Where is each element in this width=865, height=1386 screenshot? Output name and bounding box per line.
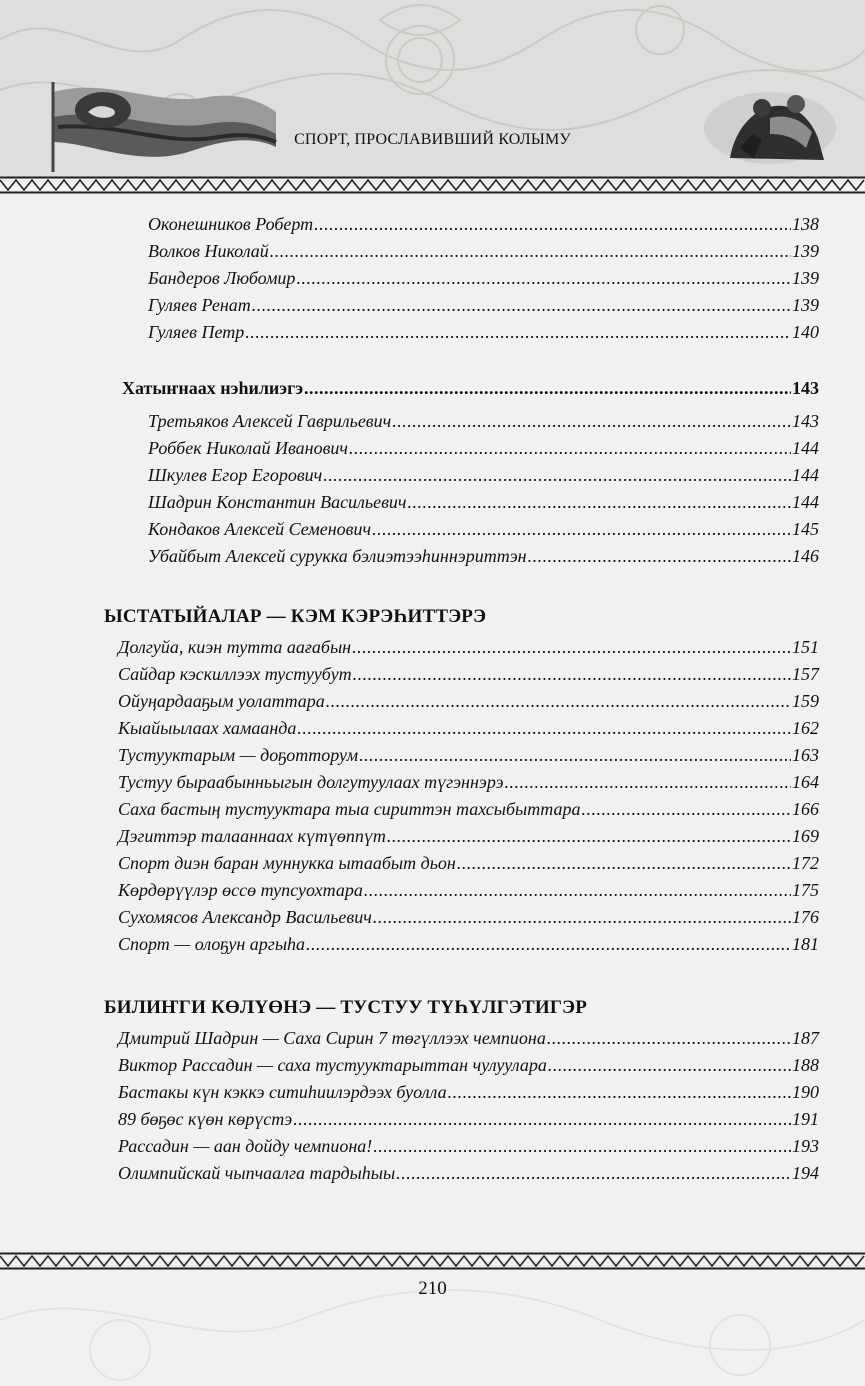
toc-entry xyxy=(148,465,819,486)
toc-entry xyxy=(118,1055,819,1076)
toc-leader-dots xyxy=(352,637,791,658)
toc-entry-title: Көрдөрүүлэр өссө тупсуохтара xyxy=(118,880,363,900)
toc-entry-title: Виктор Рассадин — саха тустууктарыттан чулуулара xyxy=(118,1055,547,1075)
toc-entry-title: Сайдар кэскиллээх тустуубут xyxy=(118,664,352,684)
toc-entry-title: Кондаков Алексей Семенович xyxy=(148,519,372,539)
toc-leader-dots xyxy=(326,691,791,712)
page-number: 210 xyxy=(418,1278,447,1299)
toc-entry-page: 157 xyxy=(792,664,819,684)
toc-entry-page: 144 xyxy=(792,438,819,458)
toc-entry-page: 139 xyxy=(792,268,819,288)
toc-leader-dots xyxy=(323,465,791,486)
running-title: СПОРТ, ПРОСЛАВИВШИЙ КОЛЫМУ xyxy=(294,131,571,148)
toc-entry-title: Саха бастың тустууктара тыа сириттэн тахсыбыттара xyxy=(118,799,581,819)
toc-entry-title: Шадрин Константин Васильевич xyxy=(148,492,407,512)
toc-entry-title: Тустуу быраабынньыгын долгутуулаах түгэннэрэ xyxy=(118,772,504,792)
toc-entry xyxy=(118,745,819,766)
toc-entry-page: 162 xyxy=(792,718,819,738)
toc-entry-page: 146 xyxy=(792,546,819,566)
toc-entry-page: 176 xyxy=(792,907,819,927)
toc-entry-page: 159 xyxy=(792,691,819,711)
toc-leader-dots xyxy=(245,322,791,343)
toc-entry xyxy=(118,853,819,874)
toc-entry-title: Спорт диэн баран муннукка ытаабыт дьон xyxy=(118,853,456,873)
toc-entry-title: Сухомясов Александр Васильевич xyxy=(118,907,372,927)
toc-entry xyxy=(148,492,819,513)
toc-entry-title: Шкулев Егор Егорович xyxy=(148,465,323,485)
toc-leader-dots xyxy=(314,214,791,235)
toc-entry-title: Роббек Николай Иванович xyxy=(148,438,348,458)
toc-entry-page: 138 xyxy=(792,214,819,234)
toc-entry-title: Волков Николай xyxy=(148,241,269,261)
toc-entry xyxy=(148,322,819,343)
toc-entry-title: Тустууктарым — доҕотторум xyxy=(118,745,359,765)
toc-leader-dots xyxy=(581,799,791,820)
toc-entry xyxy=(148,268,819,289)
toc-leader-dots xyxy=(548,1055,791,1076)
toc-entry-page: 190 xyxy=(792,1082,819,1102)
toc-entry-title: Долгуйа, киэн тутта аағабын xyxy=(118,637,352,657)
toc-entry-title: Дэгиттэр талааннаах күтүөппүт xyxy=(118,826,386,846)
toc-entry-page: 144 xyxy=(792,465,819,485)
toc-leader-dots xyxy=(306,934,791,955)
toc-leader-dots xyxy=(296,268,791,289)
toc-entry xyxy=(148,519,819,540)
toc-leader-dots xyxy=(373,907,791,928)
toc-entry xyxy=(118,799,819,820)
toc-leader-dots xyxy=(304,378,791,399)
ornamental-border-top xyxy=(0,176,865,194)
toc-entry-title: Дмитрий Шадрин — Саха Сирин 7 төгүллээх чемпиона xyxy=(118,1028,546,1048)
toc-entry-title: Оконешников Роберт xyxy=(148,214,314,234)
toc-entry xyxy=(118,907,819,928)
toc-entry-title: Рассадин — аан дойду чемпиона! xyxy=(118,1136,373,1156)
toc-entry xyxy=(118,691,819,712)
toc-section-heading: ЫСТАТЫЙАЛАР — КЭМ КЭРЭҺИТТЭРЭ xyxy=(104,606,487,627)
toc-entry-page: 164 xyxy=(792,772,819,792)
toc-entry xyxy=(148,546,819,567)
toc-subheading xyxy=(122,378,819,399)
toc-leader-dots xyxy=(252,295,791,316)
toc-entry-page: 145 xyxy=(792,519,819,539)
toc-entry-page: 188 xyxy=(792,1055,819,1075)
toc-entry-title: Спорт — олоҕун аргыһа xyxy=(118,934,306,954)
toc-entry xyxy=(148,438,819,459)
toc-leader-dots xyxy=(353,664,791,685)
toc-section-heading: БИЛИҤГИ КӨЛҮӨНЭ — ТУСТУУ ТҮҺҮЛГЭТИГЭР xyxy=(104,997,588,1018)
toc-leader-dots xyxy=(528,546,791,567)
toc-entry-title: Бандеров Любомир xyxy=(148,268,296,288)
toc-entry-page: 175 xyxy=(792,880,819,900)
toc-entry-title: Гуляев Ренат xyxy=(148,295,251,315)
toc-entry-page: 181 xyxy=(792,934,819,954)
wrestlers-photo xyxy=(700,88,840,168)
toc-entry xyxy=(118,1163,819,1184)
toc-leader-dots xyxy=(293,1109,791,1130)
toc-leader-dots xyxy=(372,519,791,540)
toc-entry xyxy=(118,934,819,955)
toc-entry-page: 172 xyxy=(792,853,819,873)
toc-subheading-title: Хатыҥнаах нэһилиэгэ xyxy=(122,378,304,398)
toc-leader-dots xyxy=(373,1136,791,1157)
toc-entry xyxy=(118,826,819,847)
toc-entry xyxy=(118,1136,819,1157)
toc-leader-dots xyxy=(505,772,791,793)
toc-subheading-page: 143 xyxy=(792,378,819,398)
toc-entry-page: 143 xyxy=(792,411,819,431)
toc-leader-dots xyxy=(448,1082,791,1103)
toc-entry-title: Убайбыт Алексей сурукка бэлиэтээһиннэриттэн xyxy=(148,546,527,566)
toc-entry xyxy=(118,1109,819,1130)
page-header xyxy=(0,0,865,178)
toc-leader-dots xyxy=(270,241,791,262)
toc-leader-dots xyxy=(349,438,791,459)
toc-entry xyxy=(118,1082,819,1103)
toc-entry-page: 163 xyxy=(792,745,819,765)
toc-entry-page: 151 xyxy=(792,637,819,657)
toc-entry-title: Бастакы күн кэккэ ситиһиилэрдээх буолла xyxy=(118,1082,447,1102)
toc-entry-page: 169 xyxy=(792,826,819,846)
toc-entry-title: Кыайыылаах хамаанда xyxy=(118,718,297,738)
toc-entry-page: 191 xyxy=(792,1109,819,1129)
toc-entry-title: Ойуңардааҕым уолаттара xyxy=(118,691,325,711)
toc-entry xyxy=(148,214,819,235)
toc-entry xyxy=(148,241,819,262)
toc-leader-dots xyxy=(408,492,792,513)
toc-entry-page: 194 xyxy=(792,1163,819,1183)
toc-entry xyxy=(118,637,819,658)
toc-entry-page: 193 xyxy=(792,1136,819,1156)
toc-entry-page: 139 xyxy=(792,241,819,261)
toc-leader-dots xyxy=(359,745,791,766)
toc-entry xyxy=(118,772,819,793)
toc-entry xyxy=(118,664,819,685)
ornamental-border-bottom xyxy=(0,1252,865,1270)
toc-entry-title: Третьяков Алексей Гаврильевич xyxy=(148,411,392,431)
toc-entry-page: 166 xyxy=(792,799,819,819)
toc-leader-dots xyxy=(547,1028,791,1049)
toc-entry-title: Гуляев Петр xyxy=(148,322,245,342)
toc-leader-dots xyxy=(396,1163,791,1184)
toc-entry-page: 144 xyxy=(792,492,819,512)
toc-leader-dots xyxy=(392,411,791,432)
toc-entry-page: 140 xyxy=(792,322,819,342)
toc-leader-dots xyxy=(387,826,791,847)
toc-entry xyxy=(118,880,819,901)
toc-leader-dots xyxy=(364,880,791,901)
toc-entry-title: 89 бөҕөс күөн көрүстэ xyxy=(118,1109,293,1129)
toc-entry xyxy=(148,295,819,316)
toc-entry-page: 187 xyxy=(792,1028,819,1048)
toc-entry xyxy=(118,718,819,739)
toc-entry xyxy=(118,1028,819,1049)
toc-entry-page: 139 xyxy=(792,295,819,315)
toc-entry-title: Олимпийскай чыпчаалга тардыһыы xyxy=(118,1163,396,1183)
toc-leader-dots xyxy=(457,853,791,874)
toc-entry xyxy=(148,411,819,432)
flag-banner-illustration xyxy=(48,72,278,177)
toc-leader-dots xyxy=(297,718,791,739)
